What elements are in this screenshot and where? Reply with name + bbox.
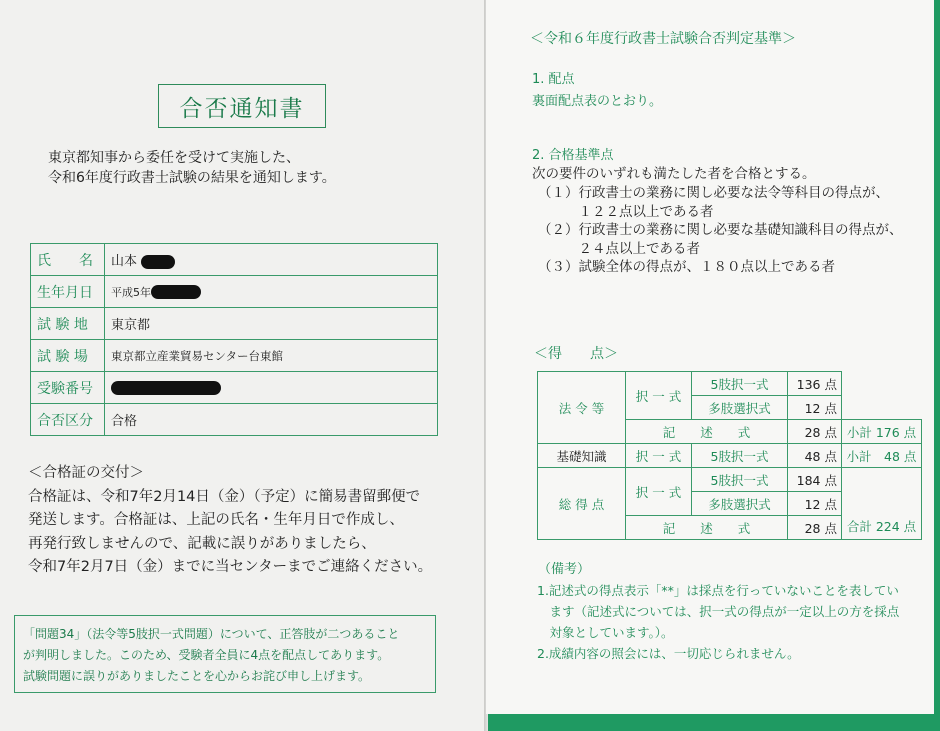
takuitsu-label: 択 一 式 (626, 468, 692, 516)
goshi-label: 5肢択一式 (692, 468, 788, 492)
name-label: 氏 名 (31, 244, 105, 276)
total-kijutsu-score: 28 点 (788, 516, 842, 540)
section2-text: 次の要件のいずれも満たした者を合格とする。 (532, 166, 816, 182)
table-row (538, 468, 922, 492)
kiso-goshi-score: 48 点 (788, 444, 842, 468)
exam-number-label: 受験番号 (31, 372, 105, 404)
exam-number-value (105, 372, 438, 404)
result-value: 合格 (105, 404, 438, 436)
apology-notice: 「問題34」（法令等5肢択一式問題）について、正答肢が二つあること が判明しました。このため、受験者全員に4点を配点してあります。 試験問題に誤りがありましたことを心からお詫び申し上げます。 (14, 615, 436, 693)
table-row (31, 372, 438, 404)
table-row (31, 276, 438, 308)
section2-title: 2. 合格基準点 (532, 148, 614, 163)
name-value: 山本 (105, 244, 438, 276)
birthdate-label: 生年月日 (31, 276, 105, 308)
criteria-list: （１）行政書士の業務に関し必要な法令等科目の得点が、 １２２点以上である者 （２）行政書士の業務に関し必要な基礎知識科目の得点が、 ２４点以上である者 （３）試験全体の得点が、１８０点以上である者 (538, 185, 903, 275)
exam-venue-label: 試 験 場 (31, 340, 105, 372)
kiso-label: 基礎知識 (538, 444, 626, 468)
takuitsu-label: 択 一 式 (626, 372, 692, 420)
takuitsu-label: 択 一 式 (626, 444, 692, 468)
table-row (31, 404, 438, 436)
kijutsu-label: 記 述 式 (626, 516, 788, 540)
birthdate-value: 平成5年 (105, 276, 438, 308)
total-label: 総 得 点 (538, 468, 626, 540)
tashi-label: 多肢選択式 (692, 396, 788, 420)
goshi-label: 5肢択一式 (692, 444, 788, 468)
hourei-kijutsu-score: 28 点 (788, 420, 842, 444)
kijutsu-label: 記 述 式 (626, 420, 788, 444)
total-goshi-score: 184 点 (788, 468, 842, 492)
certificate-heading: ＜合格証の交付＞ (28, 465, 144, 481)
kiso-subtotal: 小計 48 点 (842, 444, 922, 468)
exam-venue-value: 東京都立産業貿易センター台東館 (105, 340, 438, 372)
remarks-heading: （備考） (538, 562, 591, 577)
table-row (31, 308, 438, 340)
redaction-mark (111, 381, 221, 395)
result-label: 合否区分 (31, 404, 105, 436)
table-row (538, 444, 922, 468)
goshi-label: 5肢択一式 (692, 372, 788, 396)
score-heading: ＜得 点＞ (534, 346, 618, 362)
total-tashi-score: 12 点 (788, 492, 842, 516)
hourei-tashi-score: 12 点 (788, 396, 842, 420)
certificate-section: ＜合格証の交付＞ 合格証は、令和7年2月14日（金）（予定）に簡易書留郵便で 発送します。合格証は、上記の氏名・生年月日で作成し、 再発行致しませんので、記載に誤りがありましたら、 令和7年2月7日（金）までに当センターまでご連絡ください。 (28, 462, 432, 580)
hourei-subtotal: 小計 176 点 (842, 420, 922, 444)
criteria-heading: ＜令和６年度行政書士試験合否判定基準＞ (530, 31, 796, 47)
redaction-mark (141, 255, 175, 269)
section1-title: 1. 配点 (532, 72, 575, 87)
document-title: 合否通知書 (158, 84, 326, 128)
score-table (537, 371, 922, 540)
exam-location-label: 試 験 地 (31, 308, 105, 340)
hourei-goshi-score: 136 点 (788, 372, 842, 396)
redaction-mark (151, 285, 201, 299)
table-row (31, 244, 438, 276)
intro-text: 東京都知事から委任を受けて実施した、 令和6年度行政書士試験の結果を通知します。 (48, 150, 336, 186)
table-row (31, 340, 438, 372)
hourei-label: 法 令 等 (538, 372, 626, 444)
exam-location-value: 東京都 (105, 308, 438, 340)
examinee-info-table (30, 243, 438, 436)
remarks-list: 1.記述式の得点表示「**」は採点を行っていないことを表してい ます（記述式については、択一式の得点が一定以上の方を採点 対象としています。）。 2.成績内容の照会には、一切応じられません。 (537, 583, 900, 661)
section1-text: 裏面配点表のとおり。 (532, 94, 663, 109)
tashi-label: 多肢選択式 (692, 492, 788, 516)
grand-total: 合計 224 点 (842, 468, 922, 540)
table-row (538, 372, 922, 396)
